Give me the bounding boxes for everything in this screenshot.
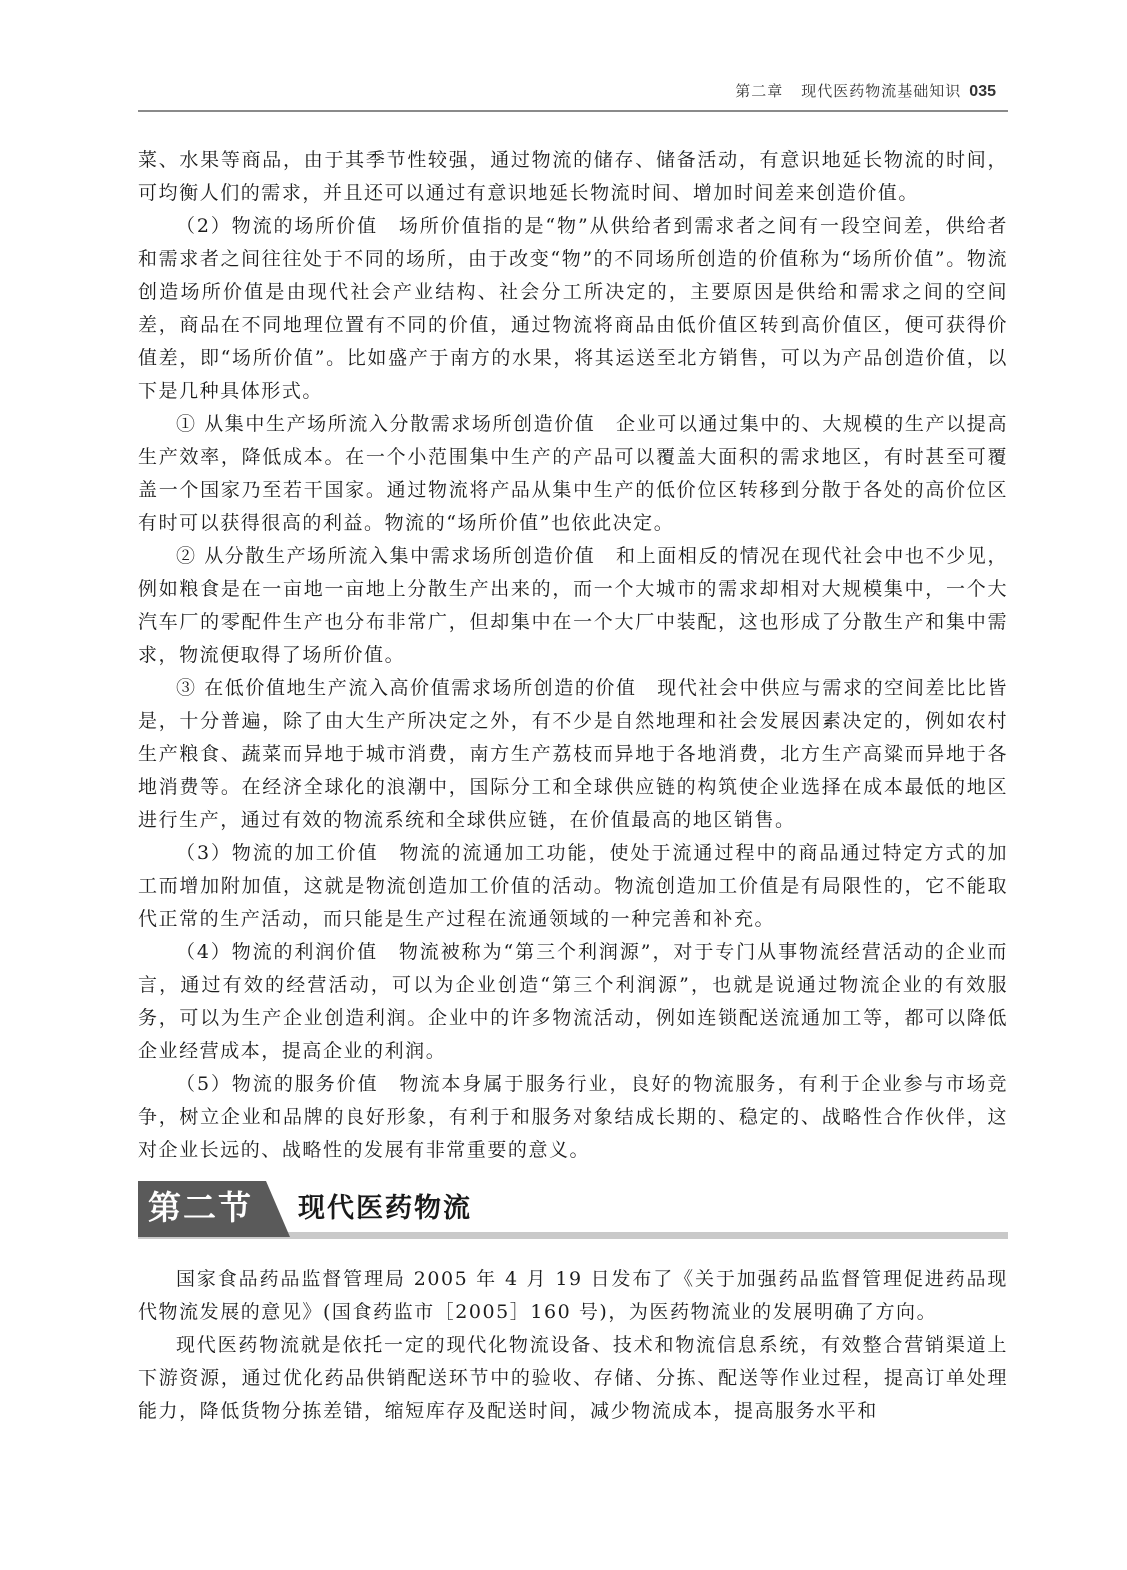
- paragraph-text: 现代医药物流就是依托一定的现代化物流设备、技术和物流信息系统，有效整合营销渠道上下游资源，通过优化药品供销配送环节中的验收、存储、分拣、配送等作业过程，提高订单处理能力，降低货物分拣差错，缩短库存及配送时间，减少物流成本，提高服务水平和: [138, 1334, 1008, 1422]
- paragraph: [138, 936, 1008, 1068]
- body-text-bottom: [138, 1263, 1008, 1428]
- paragraph: [138, 1329, 1008, 1428]
- paragraph-text: 场所价值指的是“物”从供给者到需求者之间有一段空间差，供给者和需求者之间往往处于不同的场所，由于改变“物”的不同场所创造的价值称为“场所价值”。物流创造场所价值是由现代社会产业结构、社会分工所决定的，主要原因是供给和需求之间的空间差，商品在不同地理位置有不同的价值，通过物流将商品由低价值区转到高价值区，便可获得价值差，即“场所价值”。比如盛产于南方的水果，将其运送至北方销售，可以为产品创造价值，以下是几种具体形式。: [138, 215, 1008, 402]
- paragraph-lead: ① 从集中生产场所流入分散需求场所创造价值: [176, 413, 616, 435]
- paragraph-text: 物流本身属于服务行业，良好的物流服务，有利于企业参与市场竞争，树立企业和品牌的良好形象，有利于和服务对象结成长期的、稳定的、战略性合作伙伴，这对企业长远的、战略性的发展有非常重要的意义。: [138, 1073, 1008, 1161]
- paragraph-text: 物流被称为“第三个利润源”，对于专门从事物流经营活动的企业而言，通过有效的经营活动，可以为企业创造“第三个利润源”，也就是说通过物流企业的有效服务，可以为生产企业创造利润。企业中的许多物流活动，例如连锁配送流通加工等，都可以降低企业经营成本，提高企业的利润。: [138, 941, 1008, 1062]
- section-heading: 现代医药物流: [298, 1193, 472, 1224]
- section-heading-bar: [138, 1177, 1008, 1245]
- header-title: 现代医药物流基础知识: [801, 82, 962, 100]
- paragraph-text: 企业可以通过集中的、大规模的生产以提高生产效率，降低成本。在一个小范围集中生产的产品可以覆盖大面积的需求地区，有时甚至可覆盖一个国家乃至若干国家。通过物流将产品从集中生产的低价位区转移到分散于各处的高价位区有时可以获得很高的利益。物流的“场所价值”也依此决定。: [138, 413, 1008, 534]
- section-label: 第二节: [148, 1188, 253, 1227]
- paragraph-text: 国家食品药品监督管理局 2005 年 4 月 19 日发布了《关于加强药品监督管理促进药品现代物流发展的意见》(国食药监市［2005］160 号)，为医药物流业的发展明确了方向。: [138, 1268, 1008, 1323]
- header-text: [735, 80, 996, 101]
- paragraph-lead: ② 从分散生产场所流入集中需求场所创造价值: [176, 545, 616, 567]
- paragraph: [138, 837, 1008, 936]
- paragraph-lead: （5）物流的服务价值: [176, 1073, 400, 1095]
- paragraph-lead: ③ 在低价值地生产流入高价值需求场所创造的价值: [176, 677, 658, 699]
- paragraph-text: 和上面相反的情况在现代社会中也不少见，例如粮食是在一亩地一亩地上分散生产出来的，而一个大城市的需求却相对大规模集中，一个大汽车厂的零配件生产也分布非常广，但却集中在一个大厂中装配，这也形成了分散生产和集中需求，物流便取得了场所价值。: [138, 545, 1008, 666]
- paragraph-text: 物流的流通加工功能，使处于流通过程中的商品通过特定方式的加工而增加附加值，这就是物流创造加工价值的活动。物流创造加工价值是有局限性的，它不能取代正常的生产活动，而只能是生产过程在流通领域的一种完善和补充。: [138, 842, 1008, 930]
- page-number: 035: [969, 83, 996, 100]
- body-text-top: [138, 144, 1008, 1167]
- header-rule: [138, 110, 1008, 112]
- paragraph: [138, 1263, 1008, 1329]
- paragraph: [138, 672, 1008, 837]
- page-body: [138, 144, 1008, 1428]
- paragraph-lead: （4）物流的利润价值: [176, 941, 399, 963]
- paragraph: [138, 1068, 1008, 1167]
- paragraph-text: 现代社会中供应与需求的空间差比比皆是，十分普遍，除了由大生产所决定之外，有不少是自然地理和社会发展因素决定的，例如农村生产粮食、蔬菜而异地于城市消费，南方生产荔枝而异地于各地消费，北方生产高粱而异地于各地消费等。在经济全球化的浪潮中，国际分工和全球供应链的构筑使企业选择在成本最低的地区进行生产，通过有效的物流系统和全球供应链，在价值最高的地区销售。: [138, 677, 1008, 831]
- paragraph: [138, 210, 1008, 408]
- header-chapter: 第二章: [735, 82, 784, 100]
- paragraph-text: 菜、水果等商品，由于其季节性较强，通过物流的储存、储备活动，有意识地延长物流的时间，可均衡人们的需求，并且还可以通过有意识地延长物流时间、增加时间差来创造价值。: [138, 149, 1008, 204]
- paragraph: [138, 408, 1008, 540]
- paragraph: [138, 540, 1008, 672]
- paragraph: [138, 144, 1008, 210]
- paragraph-lead: （3）物流的加工价值: [176, 842, 400, 864]
- running-header: [138, 80, 1008, 114]
- paragraph-lead: （2）物流的场所价值: [176, 215, 399, 237]
